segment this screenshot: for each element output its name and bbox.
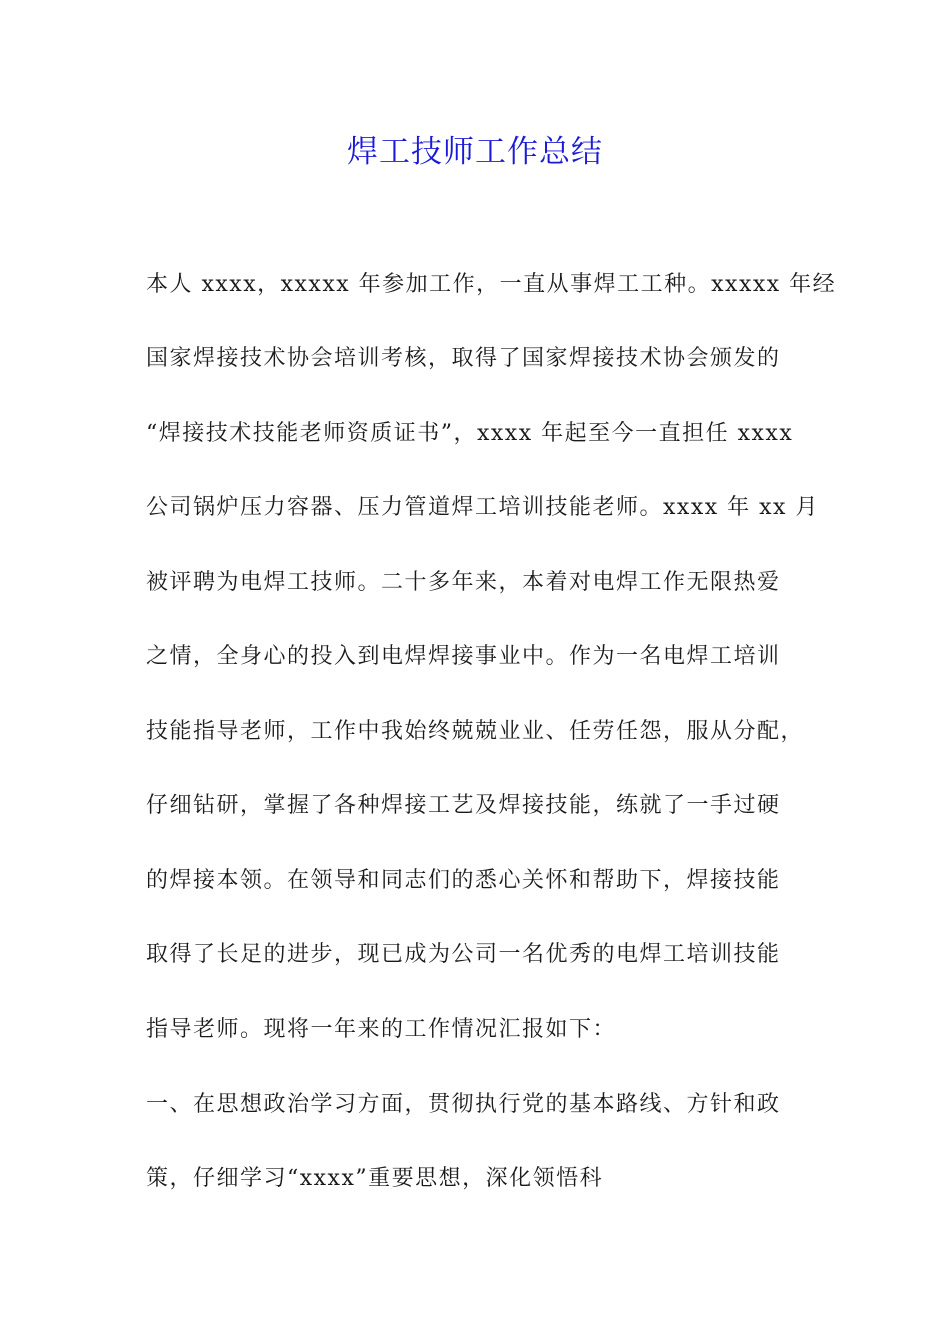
body-line: 被评聘为电焊工技师。二十多年来，本着对电焊工作无限热爱 bbox=[146, 570, 781, 595]
body-line: 本人 xxxx，xxxxx 年参加工作，一直从事焊工工种。xxxxx 年经 bbox=[146, 272, 837, 297]
document-title: 焊工技师工作总结 bbox=[347, 134, 603, 170]
body-line: 国家焊接技术协会培训考核，取得了国家焊接技术协会颁发的 bbox=[146, 346, 781, 371]
body-line: 之情，全身心的投入到电焊焊接事业中。作为一名电焊工培训 bbox=[146, 644, 781, 669]
body-line: “焊接技术技能老师资质证书”，xxxx 年起至今一直担任 xxxx bbox=[146, 421, 794, 446]
body-line: 取得了长足的进步，现已成为公司一名优秀的电焊工培训技能 bbox=[146, 942, 781, 967]
body-line: 公司锅炉压力容器、压力管道焊工培训技能老师。xxxx 年 xx 月 bbox=[146, 495, 819, 520]
body-line: 技能指导老师，工作中我始终兢兢业业、任劳任怨，服从分配， bbox=[146, 719, 805, 744]
body-line: 仔细钻研，掌握了各种焊接工艺及焊接技能，练就了一手过硬 bbox=[146, 793, 781, 818]
body-line: 指导老师。现将一年来的工作情况汇报如下： bbox=[146, 1017, 617, 1042]
section-heading-line: 一、在思想政治学习方面，贯彻执行党的基本路线、方针和政 bbox=[146, 1092, 781, 1117]
body-line: 策，仔细学习“xxxx”重要思想，深化领悟科 bbox=[146, 1166, 604, 1191]
body-line: 的焊接本领。在领导和同志们的悉心关怀和帮助下，焊接技能 bbox=[146, 868, 781, 893]
